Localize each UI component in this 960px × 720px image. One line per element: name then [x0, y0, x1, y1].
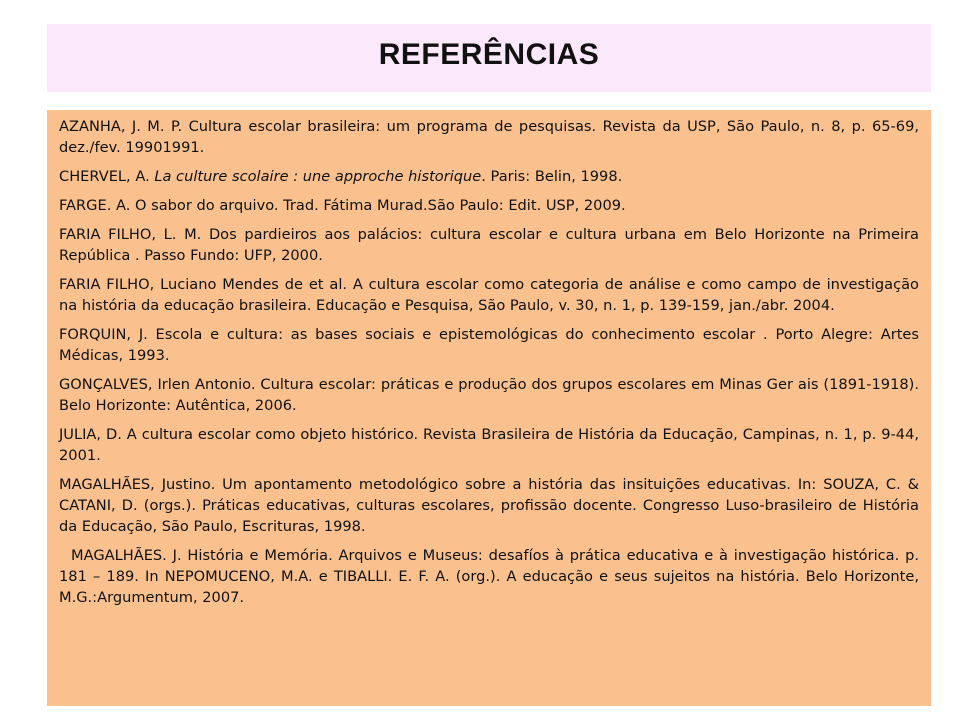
reference-item: MAGALHÃES. J. História e Memória. Arquivos e Museus: desafíos à prática educativa e à investigação histórica. p. 181 – 189. In NEPOMUCENO, M.A. e TIBALLI. E. F. A. (org.). A educação e seus sujeitos na história. Belo Horizonte, M.G.:Argumentum, 2007. [59, 547, 919, 606]
reference-item: FORQUIN, J. Escola e cultura: as bases sociais e epistemológicas do conhecimento escolar . Porto Alegre: Artes Médicas, 1993. [59, 326, 919, 364]
title-banner [47, 24, 931, 92]
reference-item [59, 166, 919, 187]
reference-item: FARIA FILHO, Luciano Mendes de et al. A cultura escolar como categoria de análise e como campo de investigação na história da educação brasileira. Educação e Pesquisa, São Paulo, v. 30, n. 1, p. 139-159, jan./abr. 2004. [59, 276, 919, 314]
reference-italic-title: La culture scolaire : une approche historique [154, 168, 482, 185]
reference-publisher: . Paris: Belin, 1998. [481, 168, 623, 185]
reference-item: MAGALHÃES, Justino. Um apontamento metodológico sobre a história das insituições educativas. In: SOUZA, C. & CATANI, D. (orgs.). Práticas educativas, culturas escolares, profissão docente. Congresso Luso-brasileiro de História da Educação, São Paulo, Escrituras, 1998. [59, 476, 919, 535]
reference-author: CHERVEL, A. [59, 168, 155, 185]
reference-item: FARGE. A. O sabor do arquivo. Trad. Fátima Murad.São Paulo: Edit. USP, 2009. [59, 197, 626, 214]
reference-item: JULIA, D. A cultura escolar como objeto histórico. Revista Brasileira de História da Educação, Campinas, n. 1, p. 9-44, 2001. [59, 426, 919, 464]
reference-item: GONÇALVES, Irlen Antonio. Cultura escolar: práticas e produção dos grupos escolares em Minas Ger ais (1891-1918). Belo Horizonte: Autêntica, 2006. [59, 376, 919, 414]
slide-title: REFERÊNCIAS [378, 38, 600, 71]
reference-item: AZANHA, J. M. P. Cultura escolar brasileira: um programa de pesquisas. Revista da USP, São Paulo, n. 8, p. 65-69, dez./fev. 19901991. [59, 118, 919, 156]
references-panel [47, 110, 931, 706]
reference-item: FARIA FILHO, L. M. Dos pardieiros aos palácios: cultura escolar e cultura urbana em Belo Horizonte na Primeira República . Passo Fundo: UFP, 2000. [59, 226, 919, 264]
